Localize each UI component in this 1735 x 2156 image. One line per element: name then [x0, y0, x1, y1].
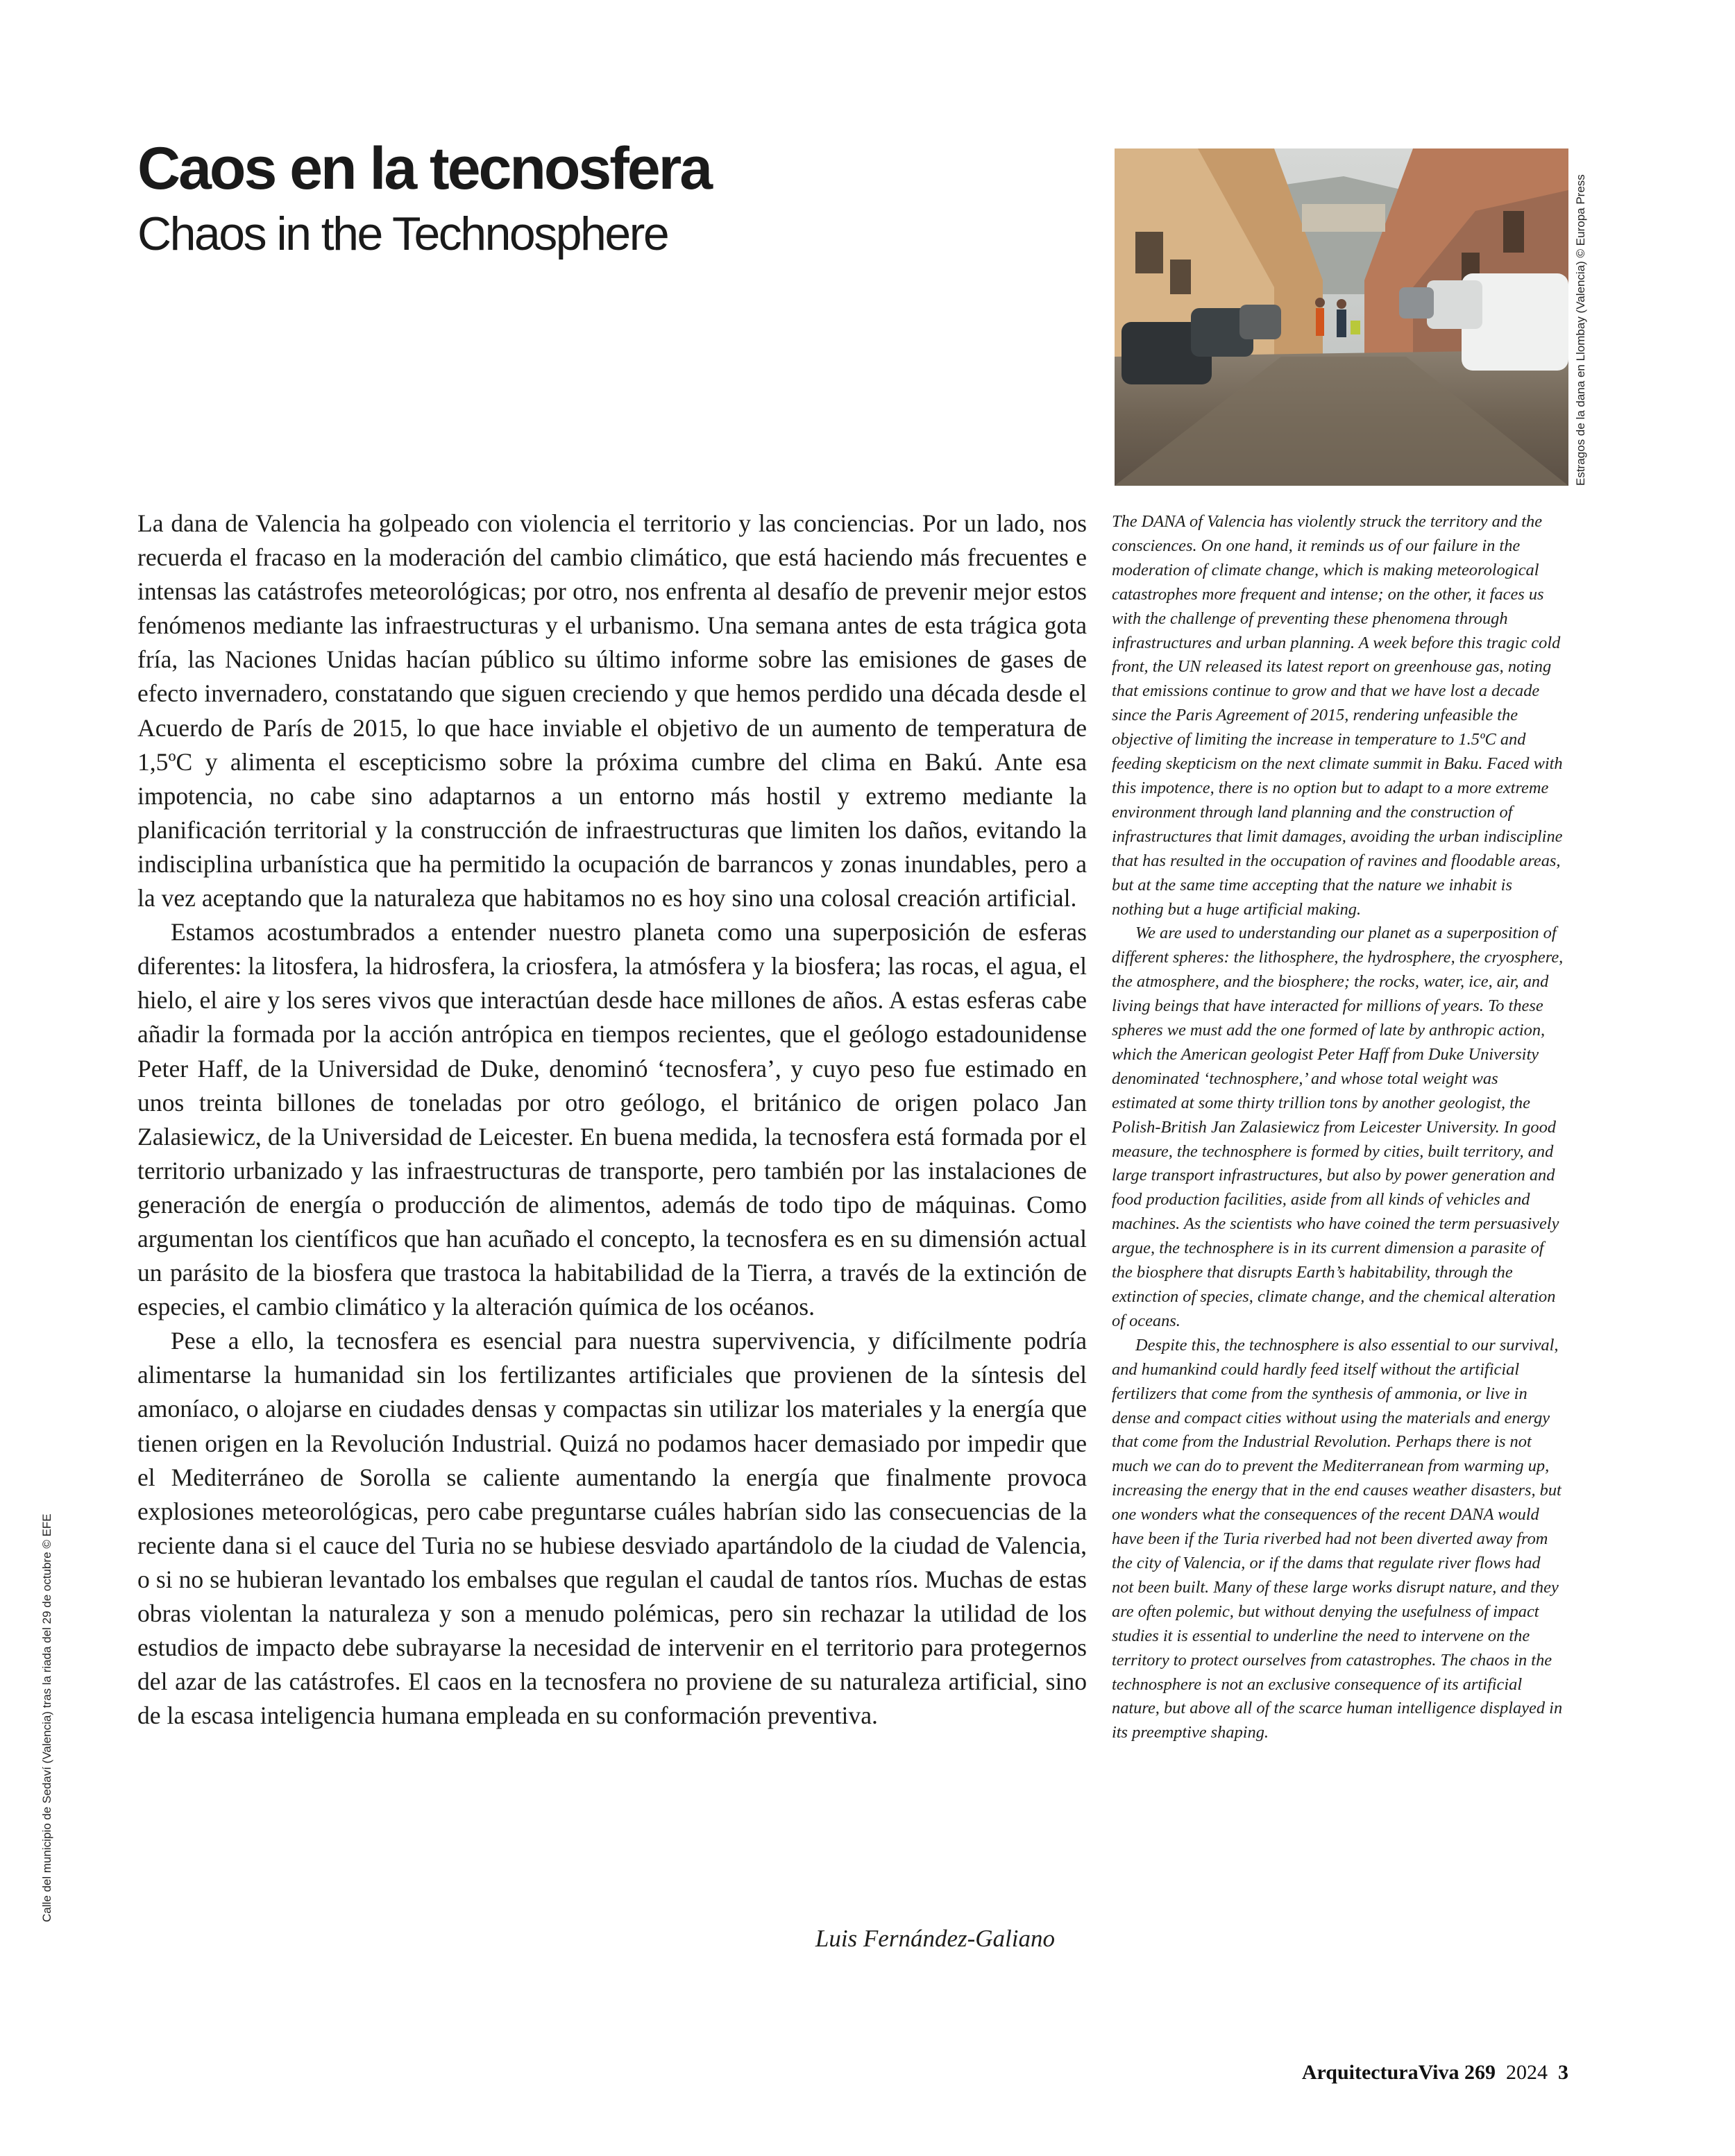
magazine-name: ArquitecturaViva 269 — [1301, 2061, 1496, 2084]
article-en-paragraph-2: We are used to understanding our planet as a superposition of different spheres: the lithosphere, the hydrosphere, the cryosphere, the atmosphere, and the biosphere; the rocks, water, ice, air, and living beings that have interacted for millions of years. To these spheres we must add the one formed of late by anthropic action, which the American geologist Peter Haff from Duke University denominated ‘technosphere,’ and whose total weight was estimated at some thirty trillion tons by another geologist, the Polish-British Jan Zalasiewicz from Leicester University. In good measure, the technosphere is formed by cities, built territory, and large transport infrastructures, but also by power generation and food production facilities, aside from all kinds of vehicles and machines. As the scientists who have coined the term persuasively argue, the technosphere is in its current dimension a parasite of the biosphere that disrupts Earth’s habitability, through the extinction of species, climate change, and the chemical alteration of oceans. — [1112, 924, 1564, 1330]
article-english — [1112, 510, 1566, 1745]
title-spanish: Caos en la tecnosfera — [137, 135, 711, 202]
article-es-paragraph-2: Estamos acostumbrados a entender nuestro planeta como una superposición de esferas diferentes: la litosfera, la hidrosfera, la criosfera, la atmósfera y la biosfera; las rocas, el agua, el hielo, el aire y los seres vivos que interactúan desde hace millones de años. A estas esferas cabe añadir la formada por la acción antrópica en tiempos recientes, que el geólogo estadounidense Peter Haff, de la Universidad de Duke, denominó ‘tecnosfera’, y cuyo peso fue estimado en unos treinta billones de toneladas por otro geólogo, el británico de origen polaco Jan Zalasiewicz, de la Universidad de Leicester. En buena medida, la tecnosfera está formada por el territorio urbanizado y las infraestructuras de transporte, pero también por las instalaciones de generación de energía o producción de alimentos, además de todo tipo de máquinas. Como argumentan los científicos que han acuñado el concepto, la tecnosfera es en su dimensión actual un parásito de la biosfera que trastoca la habitabilidad de la Tierra, a través de la extinción de especies, el cambio climático y la alteración química de los océanos. — [137, 918, 1087, 1321]
article-en-paragraph-1: The DANA of Valencia has violently struck the territory and the consciences. On one hand, it reminds us of our failure in the moderation of climate change, which is making meteorological catastrophes more frequent and intense; on the other, it faces us with the challenge of preventing these phenomena through infrastructures and urban planning. A week before this tragic cold front, the UN released its latest report on greenhouse gas, noting that emissions continue to grow and that we have lost a decade since the Paris Agreement of 2015, rendering unfeasible the objective of limiting the increase in temperature to 1.5ºC and feeding skepticism on the next climate summit in Baku. Faced with this impotence, there is no option but to adapt to a more extreme environment through land planning and the construction of infrastructures that limit damages, avoiding the urban indiscipline that has resulted in the occupation of ravines and floodable areas, but at the same time accepting that the nature we inhabit is nothing but a huge artificial making. — [1112, 512, 1563, 919]
title-english: Chaos in the Technosphere — [137, 207, 668, 260]
author-signature: Luis Fernández-Galiano — [815, 1925, 1055, 1952]
flood-street-photo — [1115, 148, 1568, 486]
issue-year: 2024 — [1506, 2061, 1548, 2084]
article-es-paragraph-1: La dana de Valencia ha golpeado con violencia el territorio y las conciencias. Por un lado, nos recuerda el fracaso en la moderación del cambio climático, que está haciendo más frecuentes e intensas las catástrofes meteorológicas; por otro, nos enfrenta al desafío de prevenir mejor estos fenómenos mediante las infraestructuras y el urbanismo. Una semana antes de esta trágica gota fría, las Naciones Unidas hacían público su último informe sobre las emisiones de gases de efecto invernadero, constatando que siguen creciendo y que hemos perdido una década desde el Acuerdo de París de 2015, lo que hace inviable el objetivo de un aumento de temperatura de 1,5ºC y alimenta el escepticismo sobre la próxima cumbre del clima en Bakú. Ante esa impotencia, no cabe sino adaptarnos a un entorno más hostil y extremo mediante la planificación territorial y la construcción de infraestructuras que limiten los daños, evitando la indisciplina urbanística que ha permitido la ocupación de barrancos y zonas inundables, pero a la vez aceptando que la naturaleza que habitamos no es hoy sino una colosal creación artificial. — [137, 509, 1087, 913]
article-spanish — [137, 507, 1087, 1733]
page-number: 3 — [1558, 2061, 1568, 2084]
article-es-paragraph-3: Pese a ello, la tecnosfera es esencial para nuestra supervivencia, y difícilmente podría alimentarse la humanidad sin los fertilizantes artificiales que provienen de la síntesis del amoníaco, o alojarse en ciudades densas y compactas sin utilizar los materiales y la energía que tienen origen en la Revolución Industrial. Quizá no podamos hacer demasiado por impedir que el Mediterráneo de Sorolla se caliente aumentando la energía que finalmente provoca explosiones meteorológicas, pero cabe preguntarse cuáles habrían sido las consecuencias de la reciente dana si el cauce del Turia no se hubiese desviado apartándolo de la ciudad de Valencia, o si no se hubieran levantado los embalses que regulan el caudal de tantos ríos. Muchas de estas obras violentan la naturaleza y son a menudo polémicas, pero sin rechazar la utilidad de los estudios de impacto debe subrayarse la necesidad de intervenir en el territorio para protegernos del azar de las catástrofes. El caos en la tecnosfera no proviene de su naturaleza artificial, sino de la escasa inteligencia humana empleada en su conformación preventiva. — [137, 1327, 1087, 1730]
page-footer — [1041, 2059, 1568, 2087]
article-en-paragraph-3: Despite this, the technosphere is also essential to our survival, and humankind could hardly feed itself without the artificial fertilizers that come from the synthesis of ammonia, or live in dense and compact cities without using the materials and energy that come from the Industrial Revolution. Perhaps there is not much we can do to prevent the Mediterranean from warming up, increasing the energy that in the end causes weather disasters, but one wonders what the consequences of the recent DANA would have been if the Turia riverbed had not been diverted away from the city of Valencia, or if the dams that regulate river flows had not been built. Many of these large works disrupt nature, and they are often polemic, but without denying the usefulness of impact studies it is essential to underline the need to intervene on the territory to protect ourselves from catastrophes. The chaos in the technosphere is not an exclusive consequence of its artificial nature, but above all of the scarce human intelligence displayed in its preemptive shaping. — [1112, 1335, 1563, 1742]
side-caption: Calle del municipio de Sedaví (Valencia) tras la riada del 29 de octubre © EFE — [40, 1513, 53, 1922]
photo-caption: Estragos de la dana en Llombay (Valencia) © Europa Press — [1574, 174, 1587, 486]
